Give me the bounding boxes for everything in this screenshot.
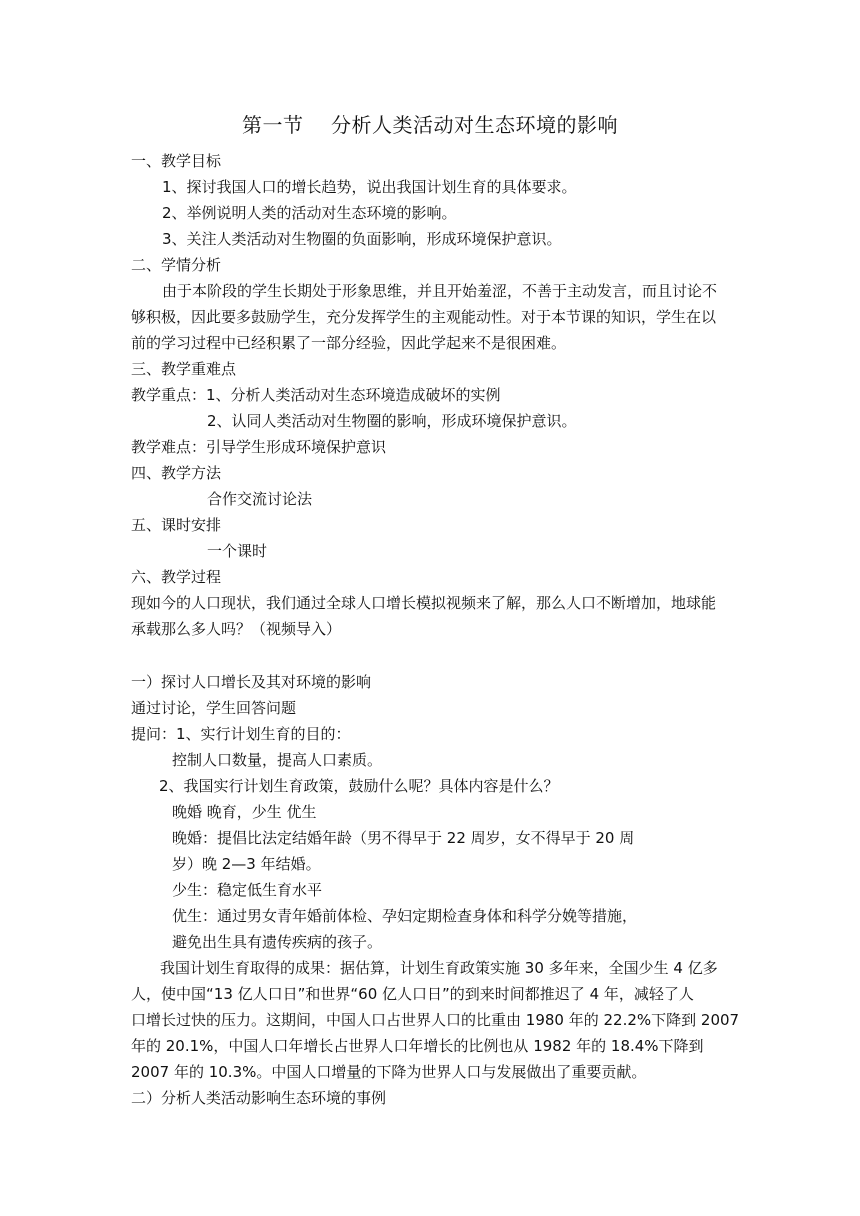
answer-line: 优生：通过男女青年婚前体检、孕妇定期检查身体和科学分娩等措施， <box>172 907 638 925</box>
paragraph-line: 现如今的人口现状，我们通过全球人口增长模拟视频来了解，那么人口不断增加，地球能 <box>131 594 717 612</box>
subsection-heading-2: 二）分析人类活动影响生态环境的事例 <box>131 1089 387 1107</box>
paragraph-line: 人，使中国“13 亿人口日”和世界“60 亿人口日”的到来时间都推迟了 4 年，减轻了人 <box>131 985 694 1003</box>
key-point-1: 教学重点：1、分析人类活动对生态环境造成破坏的实例 <box>131 386 501 404</box>
section-heading-key-points: 三、教学重难点 <box>131 360 237 378</box>
method-text: 合作交流讨论法 <box>207 490 313 508</box>
goal-item-1: 1、探讨我国人口的增长趋势，说出我国计划生育的具体要求。 <box>162 178 577 196</box>
section-heading-schedule: 五、课时安排 <box>131 516 222 534</box>
paragraph-line: 我国计划生育取得的成果：据估算，计划生育政策实施 30 多年来，全国少生 4 亿多 <box>160 959 718 977</box>
section-heading-process: 六、教学过程 <box>131 568 222 586</box>
document-title: 第一节 分析人类活动对生态环境的影响 <box>242 113 618 137</box>
answer-line: 晚婚：提倡比法定结婚年龄（男不得早于 22 周岁，女不得早于 20 周 <box>172 829 635 847</box>
question-1: 提问：1、实行计划生育的目的： <box>131 725 351 743</box>
paragraph-line: 2007 年的 10.3%。中国人口增量的下降为世界人口与发展做出了重要贡献。 <box>131 1063 647 1081</box>
goal-item-2: 2、举例说明人类的活动对生态环境的影响。 <box>162 204 457 222</box>
goal-item-3: 3、关注人类活动对生物圈的负面影响，形成环境保护意识。 <box>162 230 562 248</box>
paragraph-line: 前的学习过程中已经积累了一部分经验，因此学起来不是很困难。 <box>131 334 567 352</box>
answer-1: 控制人口数量，提高人口素质。 <box>172 751 383 769</box>
section-heading-methods: 四、教学方法 <box>131 464 222 482</box>
paragraph-line: 够积极，因此要多鼓励学生，充分发挥学生的主观能动性。对于本节课的知识，学生在以 <box>131 308 717 326</box>
question-2: 2、我国实行计划生育政策，鼓励什么呢？具体内容是什么？ <box>159 777 559 795</box>
paragraph-line: 通过讨论，学生回答问题 <box>131 699 297 717</box>
paragraph-line: 承载那么多人吗？（视频导入） <box>131 620 342 638</box>
section-heading-goals: 一、教学目标 <box>131 152 222 170</box>
paragraph-line: 由于本阶段的学生长期处于形象思维，并且开始羞涩，不善于主动发言，而且讨论不 <box>162 282 718 300</box>
paragraph-line: 口增长过快的压力。这期间，中国人口占世界人口的比重由 1980 年的 22.2%下降到 2007 <box>131 1011 740 1029</box>
schedule-text: 一个课时 <box>207 542 268 560</box>
answer-line: 岁）晚 2—3 年结婚。 <box>172 855 321 873</box>
paragraph-line: 年的 20.1%，中国人口年增长占世界人口年增长的比例也从 1982 年的 18.4%下降到 <box>131 1037 704 1055</box>
subsection-heading-1: 一）探讨人口增长及其对环境的影响 <box>131 673 372 691</box>
difficult-point: 教学难点：引导学生形成环境保护意识 <box>131 438 387 456</box>
section-heading-analysis: 二、学情分析 <box>131 256 222 274</box>
answer-line: 晚婚 晚育，少生 优生 <box>172 803 317 821</box>
answer-line: 避免出生具有遗传疾病的孩子。 <box>172 933 383 951</box>
answer-line: 少生：稳定低生育水平 <box>172 881 323 899</box>
key-point-2: 2、认同人类活动对生物圈的影响，形成环境保护意识。 <box>207 412 577 430</box>
